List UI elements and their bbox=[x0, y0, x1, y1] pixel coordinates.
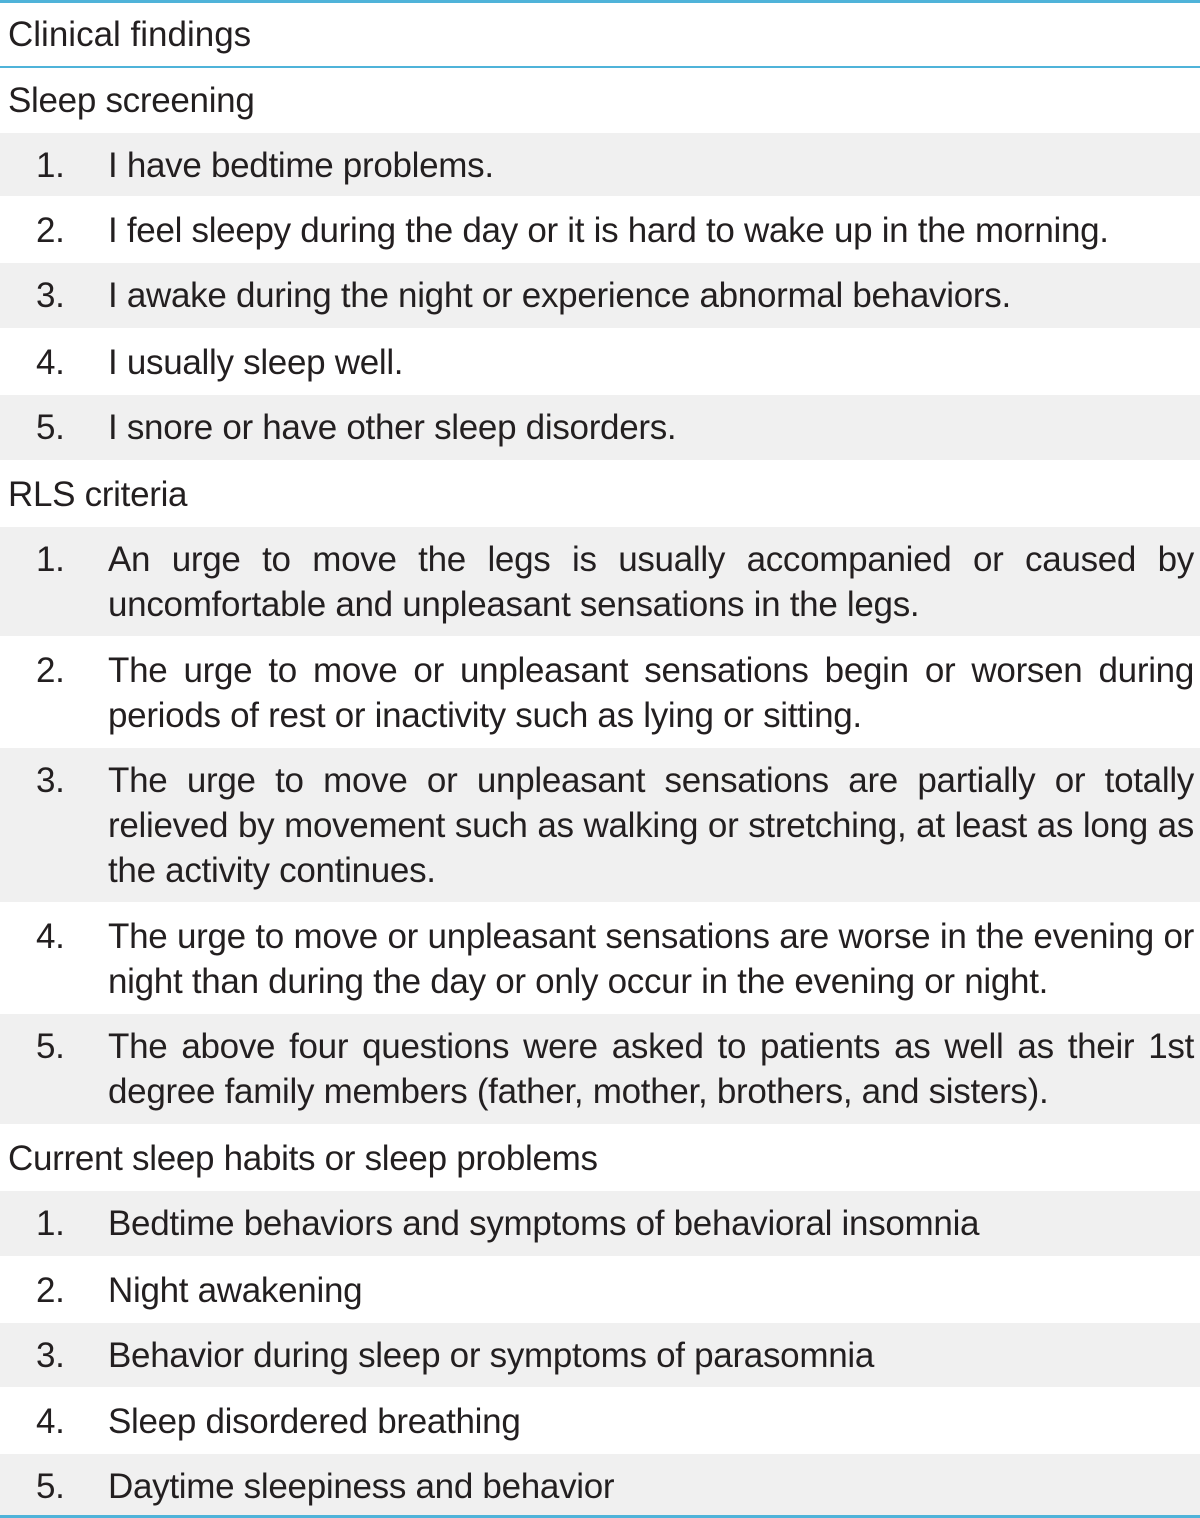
item-text: The above four questions were asked to patients as well as their 1st degree family members (father, mother, brothers, and sisters). bbox=[108, 1027, 1194, 1111]
item-text: Bedtime behaviors and symptoms of behavioral insomnia bbox=[108, 1204, 980, 1243]
item-number: 2. bbox=[36, 211, 65, 250]
item-number: 3. bbox=[36, 761, 65, 800]
table-row bbox=[0, 638, 1200, 746]
item-number: 4. bbox=[36, 917, 65, 956]
table-row bbox=[0, 263, 1200, 328]
item-number: 3. bbox=[36, 1336, 65, 1375]
item-text: Night awakening bbox=[108, 1271, 363, 1310]
table-row bbox=[0, 748, 1200, 902]
item-number: 2. bbox=[36, 1271, 65, 1310]
table-top-rule bbox=[0, 0, 1200, 3]
table-row bbox=[0, 1389, 1200, 1452]
item-number: 5. bbox=[36, 1027, 65, 1066]
item-number: 3. bbox=[36, 276, 65, 315]
table-row bbox=[0, 527, 1200, 636]
item-text: Daytime sleepiness and behavior bbox=[108, 1467, 615, 1506]
table-row bbox=[0, 1323, 1200, 1387]
section-title-sleep-screening: Sleep screening bbox=[8, 81, 255, 120]
item-text: Behavior during sleep or symptoms of parasomnia bbox=[108, 1336, 875, 1375]
item-number: 5. bbox=[36, 408, 65, 447]
table-header: Clinical findings bbox=[8, 15, 252, 54]
item-text: The urge to move or unpleasant sensations are partially or totally relieved by movement such as walking or stretching, at least as long as the activity continues. bbox=[108, 761, 1194, 890]
item-number: 2. bbox=[36, 651, 65, 690]
item-number: 5. bbox=[36, 1467, 65, 1506]
table-row bbox=[0, 1191, 1200, 1256]
item-text: The urge to move or unpleasant sensations begin or worsen during periods of rest or inactivity such as lying or sitting. bbox=[108, 651, 1194, 735]
section-title-rls-criteria: RLS criteria bbox=[8, 475, 188, 514]
item-text: An urge to move the legs is usually accompanied or caused by uncomfortable and unpleasant sensations in the legs. bbox=[108, 540, 1194, 624]
item-text: I usually sleep well. bbox=[108, 343, 404, 382]
item-text: The urge to move or unpleasant sensations are worse in the evening or night than during the day or only occur in the evening or night. bbox=[108, 917, 1194, 1001]
item-text: I snore or have other sleep disorders. bbox=[108, 408, 677, 447]
table-row bbox=[0, 330, 1200, 393]
item-text: I feel sleepy during the day or it is hard to wake up in the morning. bbox=[108, 211, 1109, 250]
item-number: 1. bbox=[36, 540, 65, 579]
table-row bbox=[0, 395, 1200, 460]
table-row bbox=[0, 1454, 1200, 1515]
item-number: 1. bbox=[36, 146, 65, 185]
item-number: 1. bbox=[36, 1204, 65, 1243]
item-text: Sleep disordered breathing bbox=[108, 1402, 521, 1441]
table-row bbox=[0, 198, 1200, 261]
item-text: I awake during the night or experience abnormal behaviors. bbox=[108, 276, 1011, 315]
item-number: 4. bbox=[36, 1402, 65, 1441]
table-row bbox=[0, 133, 1200, 196]
item-number: 4. bbox=[36, 343, 65, 382]
table-row bbox=[0, 1258, 1200, 1321]
section-title-current-sleep-habits: Current sleep habits or sleep problems bbox=[8, 1139, 598, 1178]
table-row bbox=[0, 1014, 1200, 1124]
table-row bbox=[0, 904, 1200, 1012]
item-text: I have bedtime problems. bbox=[108, 146, 494, 185]
